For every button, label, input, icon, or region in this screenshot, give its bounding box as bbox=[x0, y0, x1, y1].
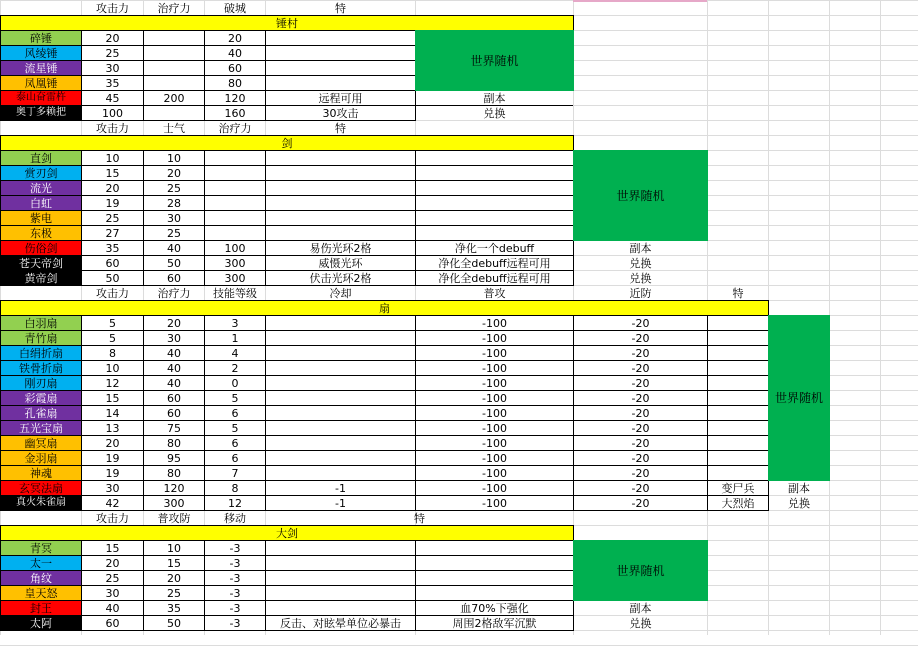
greatsword-col-header: 移动 bbox=[224, 511, 246, 525]
fan-value-cell: 14 bbox=[81, 405, 144, 421]
fan-value-cell: 60 bbox=[143, 405, 205, 421]
sword-value-cell bbox=[265, 180, 416, 196]
greatsword-item-name: 封王 bbox=[0, 600, 82, 616]
greatsword-value-cell: -3 bbox=[204, 555, 266, 571]
fan-value-cell: -100 bbox=[415, 465, 574, 481]
hammer-section-title: 锤村 bbox=[0, 15, 574, 31]
sword-value-cell: 净化一个debuff bbox=[415, 240, 574, 256]
sword-value-cell: 27 bbox=[81, 225, 144, 241]
fan-value-cell: 19 bbox=[81, 465, 144, 481]
fan-value-cell bbox=[707, 345, 769, 361]
fan-col-header: 攻击力 bbox=[96, 286, 129, 300]
fan-value-cell bbox=[265, 420, 416, 436]
fan-value-cell: 12 bbox=[204, 495, 266, 511]
sword-value-cell: 50 bbox=[143, 255, 205, 271]
fan-value-cell: -20 bbox=[573, 495, 708, 511]
fan-value-cell: 8 bbox=[81, 345, 144, 361]
fan-value-cell bbox=[707, 405, 769, 421]
sword-value-cell bbox=[415, 165, 574, 181]
sword-section-title: 剑 bbox=[0, 135, 574, 151]
fan-world-random-label: 世界随机 bbox=[768, 315, 830, 481]
greatsword-item-name: 角纹 bbox=[0, 570, 82, 586]
sword-value-cell bbox=[265, 165, 416, 181]
fan-value-cell: 13 bbox=[81, 420, 144, 436]
greatsword-value-cell: 10 bbox=[143, 540, 205, 556]
sword-value-cell bbox=[265, 150, 416, 166]
fan-value-cell: -20 bbox=[573, 390, 708, 406]
sword-value-cell: 60 bbox=[143, 270, 205, 286]
fan-value-cell bbox=[707, 420, 769, 436]
sword-item-name: 白虹 bbox=[0, 195, 82, 211]
sword-value-cell bbox=[415, 150, 574, 166]
fan-value-cell: -100 bbox=[415, 390, 574, 406]
hammer-value-cell: 40 bbox=[204, 45, 266, 61]
fan-value-cell: 15 bbox=[81, 390, 144, 406]
fan-col-header: 技能等级 bbox=[213, 286, 257, 300]
sword-value-cell: 20 bbox=[143, 165, 205, 181]
sword-item-name: 伤俗剑 bbox=[0, 240, 82, 256]
fan-value-cell: 120 bbox=[143, 480, 205, 496]
fan-value-cell bbox=[265, 465, 416, 481]
sword-value-cell bbox=[265, 225, 416, 241]
fan-col-header: 治疗力 bbox=[157, 286, 191, 300]
hammer-value-cell: 100 bbox=[81, 105, 144, 121]
hammer-value-cell: 30攻击 bbox=[265, 105, 416, 121]
greatsword-value-cell bbox=[415, 540, 574, 556]
fan-value-cell: 兑换 bbox=[788, 496, 810, 510]
hammer-value-cell: 45 bbox=[81, 90, 144, 106]
greatsword-value-cell: 反击、对眩晕单位必暴击 bbox=[265, 615, 416, 631]
fan-value-cell: -100 bbox=[415, 405, 574, 421]
sword-value-cell bbox=[415, 180, 574, 196]
hammer-value-cell bbox=[265, 45, 416, 61]
fan-value-cell bbox=[265, 330, 416, 346]
fan-value-cell: 300 bbox=[143, 495, 205, 511]
greatsword-value-cell: 50 bbox=[143, 615, 205, 631]
sword-value-cell bbox=[204, 165, 266, 181]
fan-value-cell: -100 bbox=[415, 375, 574, 391]
sword-col-header: 攻击力 bbox=[96, 121, 129, 135]
sword-value-cell bbox=[415, 210, 574, 226]
sword-value-cell: 净化全debuff远程可用 bbox=[415, 270, 574, 286]
fan-value-cell bbox=[707, 465, 769, 481]
greatsword-col-header: 特 bbox=[414, 511, 425, 525]
fan-col-header: 特 bbox=[732, 286, 744, 300]
fan-value-cell: -100 bbox=[415, 360, 574, 376]
hammer-value-cell: 30 bbox=[81, 60, 144, 76]
fan-value-cell: 6 bbox=[204, 435, 266, 451]
sword-value-cell: 伏击光环2格 bbox=[265, 270, 416, 286]
hammer-value-cell: 35 bbox=[81, 75, 144, 91]
fan-value-cell: -100 bbox=[415, 495, 574, 511]
sword-item-name: 赏刃剑 bbox=[0, 165, 82, 181]
greatsword-value-cell bbox=[415, 555, 574, 571]
sword-item-name: 紫电 bbox=[0, 210, 82, 226]
fan-item-name: 幽冥扇 bbox=[0, 435, 82, 451]
sword-value-cell: 10 bbox=[81, 150, 144, 166]
sword-value-cell: 25 bbox=[81, 210, 144, 226]
fan-value-cell: -1 bbox=[265, 495, 416, 511]
hammer-value-cell: 160 bbox=[204, 105, 266, 121]
sword-value-cell: 易伤光环2格 bbox=[265, 240, 416, 256]
sword-value-cell bbox=[204, 210, 266, 226]
fan-item-name: 真火朱雀扇 bbox=[0, 495, 82, 511]
fan-value-cell: -20 bbox=[573, 435, 708, 451]
hammer-col-header: 破城 bbox=[224, 1, 246, 15]
fan-value-cell: 5 bbox=[81, 315, 144, 331]
greatsword-value-cell: 25 bbox=[81, 570, 144, 586]
hammer-value-cell: 80 bbox=[204, 75, 266, 91]
sword-value-cell: 20 bbox=[81, 180, 144, 196]
fan-value-cell bbox=[265, 435, 416, 451]
fan-value-cell bbox=[707, 315, 769, 331]
greatsword-section-title: 大剑 bbox=[0, 525, 574, 541]
fan-value-cell: 1 bbox=[204, 330, 266, 346]
fan-value-cell: 60 bbox=[143, 390, 205, 406]
fan-value-cell: 5 bbox=[204, 420, 266, 436]
hammer-value-cell bbox=[265, 75, 416, 91]
hammer-item-name: 奥丁多赖把 bbox=[0, 105, 82, 121]
hammer-item-name: 碎锤 bbox=[0, 30, 82, 46]
sword-value-cell: 副本 bbox=[629, 241, 652, 255]
fan-value-cell: -20 bbox=[573, 315, 708, 331]
greatsword-value-cell bbox=[265, 570, 416, 586]
greatsword-value-cell: 60 bbox=[81, 615, 144, 631]
fan-value-cell: 42 bbox=[81, 495, 144, 511]
fan-value-cell bbox=[265, 390, 416, 406]
fan-value-cell: -20 bbox=[573, 405, 708, 421]
fan-value-cell bbox=[265, 345, 416, 361]
sword-value-cell bbox=[204, 150, 266, 166]
greatsword-value-cell: -3 bbox=[204, 585, 266, 601]
sword-value-cell: 25 bbox=[143, 180, 205, 196]
hammer-value-cell bbox=[143, 60, 205, 76]
sword-value-cell bbox=[265, 210, 416, 226]
fan-value-cell: 20 bbox=[143, 315, 205, 331]
sword-value-cell: 25 bbox=[143, 225, 205, 241]
sword-value-cell: 威慑光环 bbox=[265, 255, 416, 271]
hammer-value-cell: 20 bbox=[204, 30, 266, 46]
fan-value-cell: -100 bbox=[415, 345, 574, 361]
grid-line-v bbox=[880, 0, 881, 635]
hammer-value-cell bbox=[143, 105, 205, 121]
hammer-world-random-label: 世界随机 bbox=[415, 30, 574, 91]
row-divider bbox=[0, 270, 573, 271]
sword-value-cell bbox=[204, 180, 266, 196]
hammer-value-cell bbox=[265, 30, 416, 46]
fan-value-cell: 5 bbox=[81, 330, 144, 346]
fan-value-cell bbox=[707, 375, 769, 391]
fan-value-cell: 95 bbox=[143, 450, 205, 466]
hammer-value-cell: 60 bbox=[204, 60, 266, 76]
greatsword-col-header: 攻击力 bbox=[96, 511, 129, 525]
fan-value-cell: 19 bbox=[81, 450, 144, 466]
hammer-value-cell bbox=[143, 75, 205, 91]
hammer-value-cell bbox=[143, 30, 205, 46]
fan-value-cell: 75 bbox=[143, 420, 205, 436]
fan-value-cell bbox=[707, 330, 769, 346]
fan-value-cell bbox=[707, 450, 769, 466]
fan-value-cell: -100 bbox=[415, 420, 574, 436]
fan-col-header: 冷却 bbox=[329, 286, 352, 300]
fan-value-cell: -20 bbox=[573, 420, 708, 436]
sword-value-cell bbox=[415, 195, 574, 211]
sword-item-name: 东极 bbox=[0, 225, 82, 241]
greatsword-item-name: 太阿 bbox=[0, 615, 82, 631]
fan-value-cell: 0 bbox=[204, 375, 266, 391]
greatsword-item-name: 青冥 bbox=[0, 540, 82, 556]
greatsword-value-cell bbox=[265, 600, 416, 616]
fan-value-cell bbox=[707, 390, 769, 406]
fan-value-cell: 40 bbox=[143, 360, 205, 376]
sword-item-name: 流光 bbox=[0, 180, 82, 196]
fan-item-name: 金羽扇 bbox=[0, 450, 82, 466]
fan-value-cell bbox=[707, 360, 769, 376]
hammer-item-name: 凤凰锤 bbox=[0, 75, 82, 91]
fan-value-cell bbox=[265, 360, 416, 376]
fan-value-cell: 12 bbox=[81, 375, 144, 391]
greatsword-col-header: 普攻防 bbox=[157, 511, 191, 525]
fan-value-cell: -100 bbox=[415, 435, 574, 451]
sword-value-cell: 10 bbox=[143, 150, 205, 166]
selection-mark bbox=[573, 0, 707, 2]
greatsword-value-cell: -3 bbox=[204, 540, 266, 556]
greatsword-value-cell bbox=[265, 555, 416, 571]
fan-item-name: 神魂 bbox=[0, 465, 82, 481]
fan-value-cell: 6 bbox=[204, 450, 266, 466]
greatsword-value-cell: 周围2格敌军沉默 bbox=[415, 615, 574, 631]
fan-value-cell: 5 bbox=[204, 390, 266, 406]
fan-value-cell bbox=[707, 435, 769, 451]
hammer-item-name: 流星锤 bbox=[0, 60, 82, 76]
fan-value-cell: 8 bbox=[204, 480, 266, 496]
row-divider bbox=[0, 495, 573, 496]
fan-item-name: 玄冥法扇 bbox=[0, 480, 82, 496]
greatsword-value-cell: 15 bbox=[81, 540, 144, 556]
fan-value-cell: 80 bbox=[143, 435, 205, 451]
greatsword-value-cell: 20 bbox=[81, 555, 144, 571]
hammer-value-cell bbox=[143, 45, 205, 61]
row-divider bbox=[0, 105, 573, 106]
fan-value-cell: 变尸兵 bbox=[707, 480, 769, 496]
fan-value-cell: 10 bbox=[81, 360, 144, 376]
fan-col-header: 普攻 bbox=[483, 286, 506, 300]
fan-value-cell: -100 bbox=[415, 330, 574, 346]
sword-col-header: 士气 bbox=[163, 121, 185, 135]
greatsword-value-cell bbox=[265, 540, 416, 556]
fan-value-cell: -100 bbox=[415, 480, 574, 496]
sword-value-cell bbox=[415, 225, 574, 241]
fan-col-header: 近防 bbox=[629, 286, 652, 300]
fan-value-cell: -100 bbox=[415, 315, 574, 331]
fan-value-cell: -20 bbox=[573, 480, 708, 496]
fan-value-cell: 40 bbox=[143, 345, 205, 361]
fan-value-cell bbox=[265, 375, 416, 391]
fan-item-name: 白羽扇 bbox=[0, 315, 82, 331]
fan-value-cell: 80 bbox=[143, 465, 205, 481]
sword-value-cell bbox=[204, 195, 266, 211]
sword-col-header: 治疗力 bbox=[218, 121, 252, 135]
greatsword-value-cell: 40 bbox=[81, 600, 144, 616]
hammer-col-header: 治疗力 bbox=[157, 1, 191, 15]
fan-item-name: 彩霞扇 bbox=[0, 390, 82, 406]
hammer-value-cell: 120 bbox=[204, 90, 266, 106]
fan-value-cell: -20 bbox=[573, 330, 708, 346]
fan-value-cell bbox=[265, 405, 416, 421]
sword-value-cell: 28 bbox=[143, 195, 205, 211]
fan-value-cell: 30 bbox=[143, 330, 205, 346]
fan-value-cell: 大烈焰 bbox=[707, 495, 769, 511]
sword-value-cell: 兑换 bbox=[629, 271, 652, 285]
sword-value-cell: 净化全debuff远程可用 bbox=[415, 255, 574, 271]
fan-value-cell: -20 bbox=[573, 450, 708, 466]
fan-value-cell: -20 bbox=[573, 345, 708, 361]
fan-value-cell bbox=[265, 450, 416, 466]
fan-value-cell: -20 bbox=[573, 465, 708, 481]
fan-item-name: 铁骨折扇 bbox=[0, 360, 82, 376]
sword-item-name: 黄帝剑 bbox=[0, 270, 82, 286]
greatsword-value-cell: -3 bbox=[204, 570, 266, 586]
hammer-value-cell bbox=[265, 60, 416, 76]
sword-value-cell: 60 bbox=[81, 255, 144, 271]
greatsword-value-cell: 兑换 bbox=[629, 616, 652, 630]
hammer-value-cell: 200 bbox=[143, 90, 205, 106]
hammer-value-cell: 副本 bbox=[483, 91, 506, 105]
fan-item-name: 青竹扇 bbox=[0, 330, 82, 346]
fan-value-cell: 4 bbox=[204, 345, 266, 361]
fan-value-cell bbox=[265, 315, 416, 331]
fan-value-cell: -1 bbox=[265, 480, 416, 496]
fan-value-cell: 20 bbox=[81, 435, 144, 451]
sword-value-cell: 300 bbox=[204, 255, 266, 271]
fan-value-cell: 3 bbox=[204, 315, 266, 331]
hammer-col-header: 特 bbox=[335, 1, 346, 15]
hammer-item-name: 泰山奋雷杵 bbox=[0, 90, 82, 106]
hammer-value-cell: 25 bbox=[81, 45, 144, 61]
sword-col-header: 特 bbox=[335, 121, 346, 135]
sword-item-name: 直剑 bbox=[0, 150, 82, 166]
fan-value-cell: 2 bbox=[204, 360, 266, 376]
greatsword-value-cell bbox=[265, 585, 416, 601]
fan-value-cell: 副本 bbox=[788, 481, 810, 495]
sword-value-cell: 100 bbox=[204, 240, 266, 256]
hammer-col-header: 攻击力 bbox=[96, 1, 129, 15]
sword-value-cell: 19 bbox=[81, 195, 144, 211]
row-divider bbox=[0, 630, 573, 631]
fan-item-name: 白绢折扇 bbox=[0, 345, 82, 361]
fan-value-cell: 6 bbox=[204, 405, 266, 421]
greatsword-value-cell: 30 bbox=[81, 585, 144, 601]
greatsword-value-cell: 15 bbox=[143, 555, 205, 571]
fan-item-name: 孔雀扇 bbox=[0, 405, 82, 421]
sword-value-cell: 15 bbox=[81, 165, 144, 181]
fan-value-cell: 40 bbox=[143, 375, 205, 391]
greatsword-value-cell bbox=[415, 585, 574, 601]
greatsword-value-cell bbox=[415, 570, 574, 586]
fan-value-cell: -20 bbox=[573, 360, 708, 376]
sword-value-cell bbox=[265, 195, 416, 211]
greatsword-value-cell: -3 bbox=[204, 600, 266, 616]
sword-value-cell: 兑换 bbox=[629, 256, 652, 270]
fan-section-title: 扇 bbox=[0, 300, 769, 316]
fan-value-cell: 7 bbox=[204, 465, 266, 481]
fan-value-cell: -20 bbox=[573, 375, 708, 391]
hammer-value-cell: 兑换 bbox=[483, 106, 506, 120]
sword-world-random-label: 世界随机 bbox=[573, 150, 708, 241]
fan-value-cell: -100 bbox=[415, 450, 574, 466]
sword-value-cell: 300 bbox=[204, 270, 266, 286]
sword-value-cell bbox=[204, 225, 266, 241]
greatsword-value-cell: 血70%下强化 bbox=[415, 600, 574, 616]
sword-value-cell: 40 bbox=[143, 240, 205, 256]
fan-item-name: 刚刃扇 bbox=[0, 375, 82, 391]
sword-value-cell: 50 bbox=[81, 270, 144, 286]
fan-item-name: 五光宝扇 bbox=[0, 420, 82, 436]
greatsword-world-random-label: 世界随机 bbox=[573, 540, 708, 601]
greatsword-value-cell: 35 bbox=[143, 600, 205, 616]
greatsword-value-cell: 20 bbox=[143, 570, 205, 586]
sword-item-name: 苍天帝剑 bbox=[0, 255, 82, 271]
greatsword-item-name: 皇天怒 bbox=[0, 585, 82, 601]
hammer-value-cell: 20 bbox=[81, 30, 144, 46]
greatsword-item-name: 太一 bbox=[0, 555, 82, 571]
greatsword-value-cell: -3 bbox=[204, 615, 266, 631]
sword-value-cell: 30 bbox=[143, 210, 205, 226]
greatsword-value-cell: 副本 bbox=[629, 601, 652, 615]
hammer-item-name: 风绫锤 bbox=[0, 45, 82, 61]
fan-value-cell: 30 bbox=[81, 480, 144, 496]
hammer-value-cell: 远程可用 bbox=[265, 90, 416, 106]
greatsword-value-cell: 25 bbox=[143, 585, 205, 601]
sword-value-cell: 35 bbox=[81, 240, 144, 256]
